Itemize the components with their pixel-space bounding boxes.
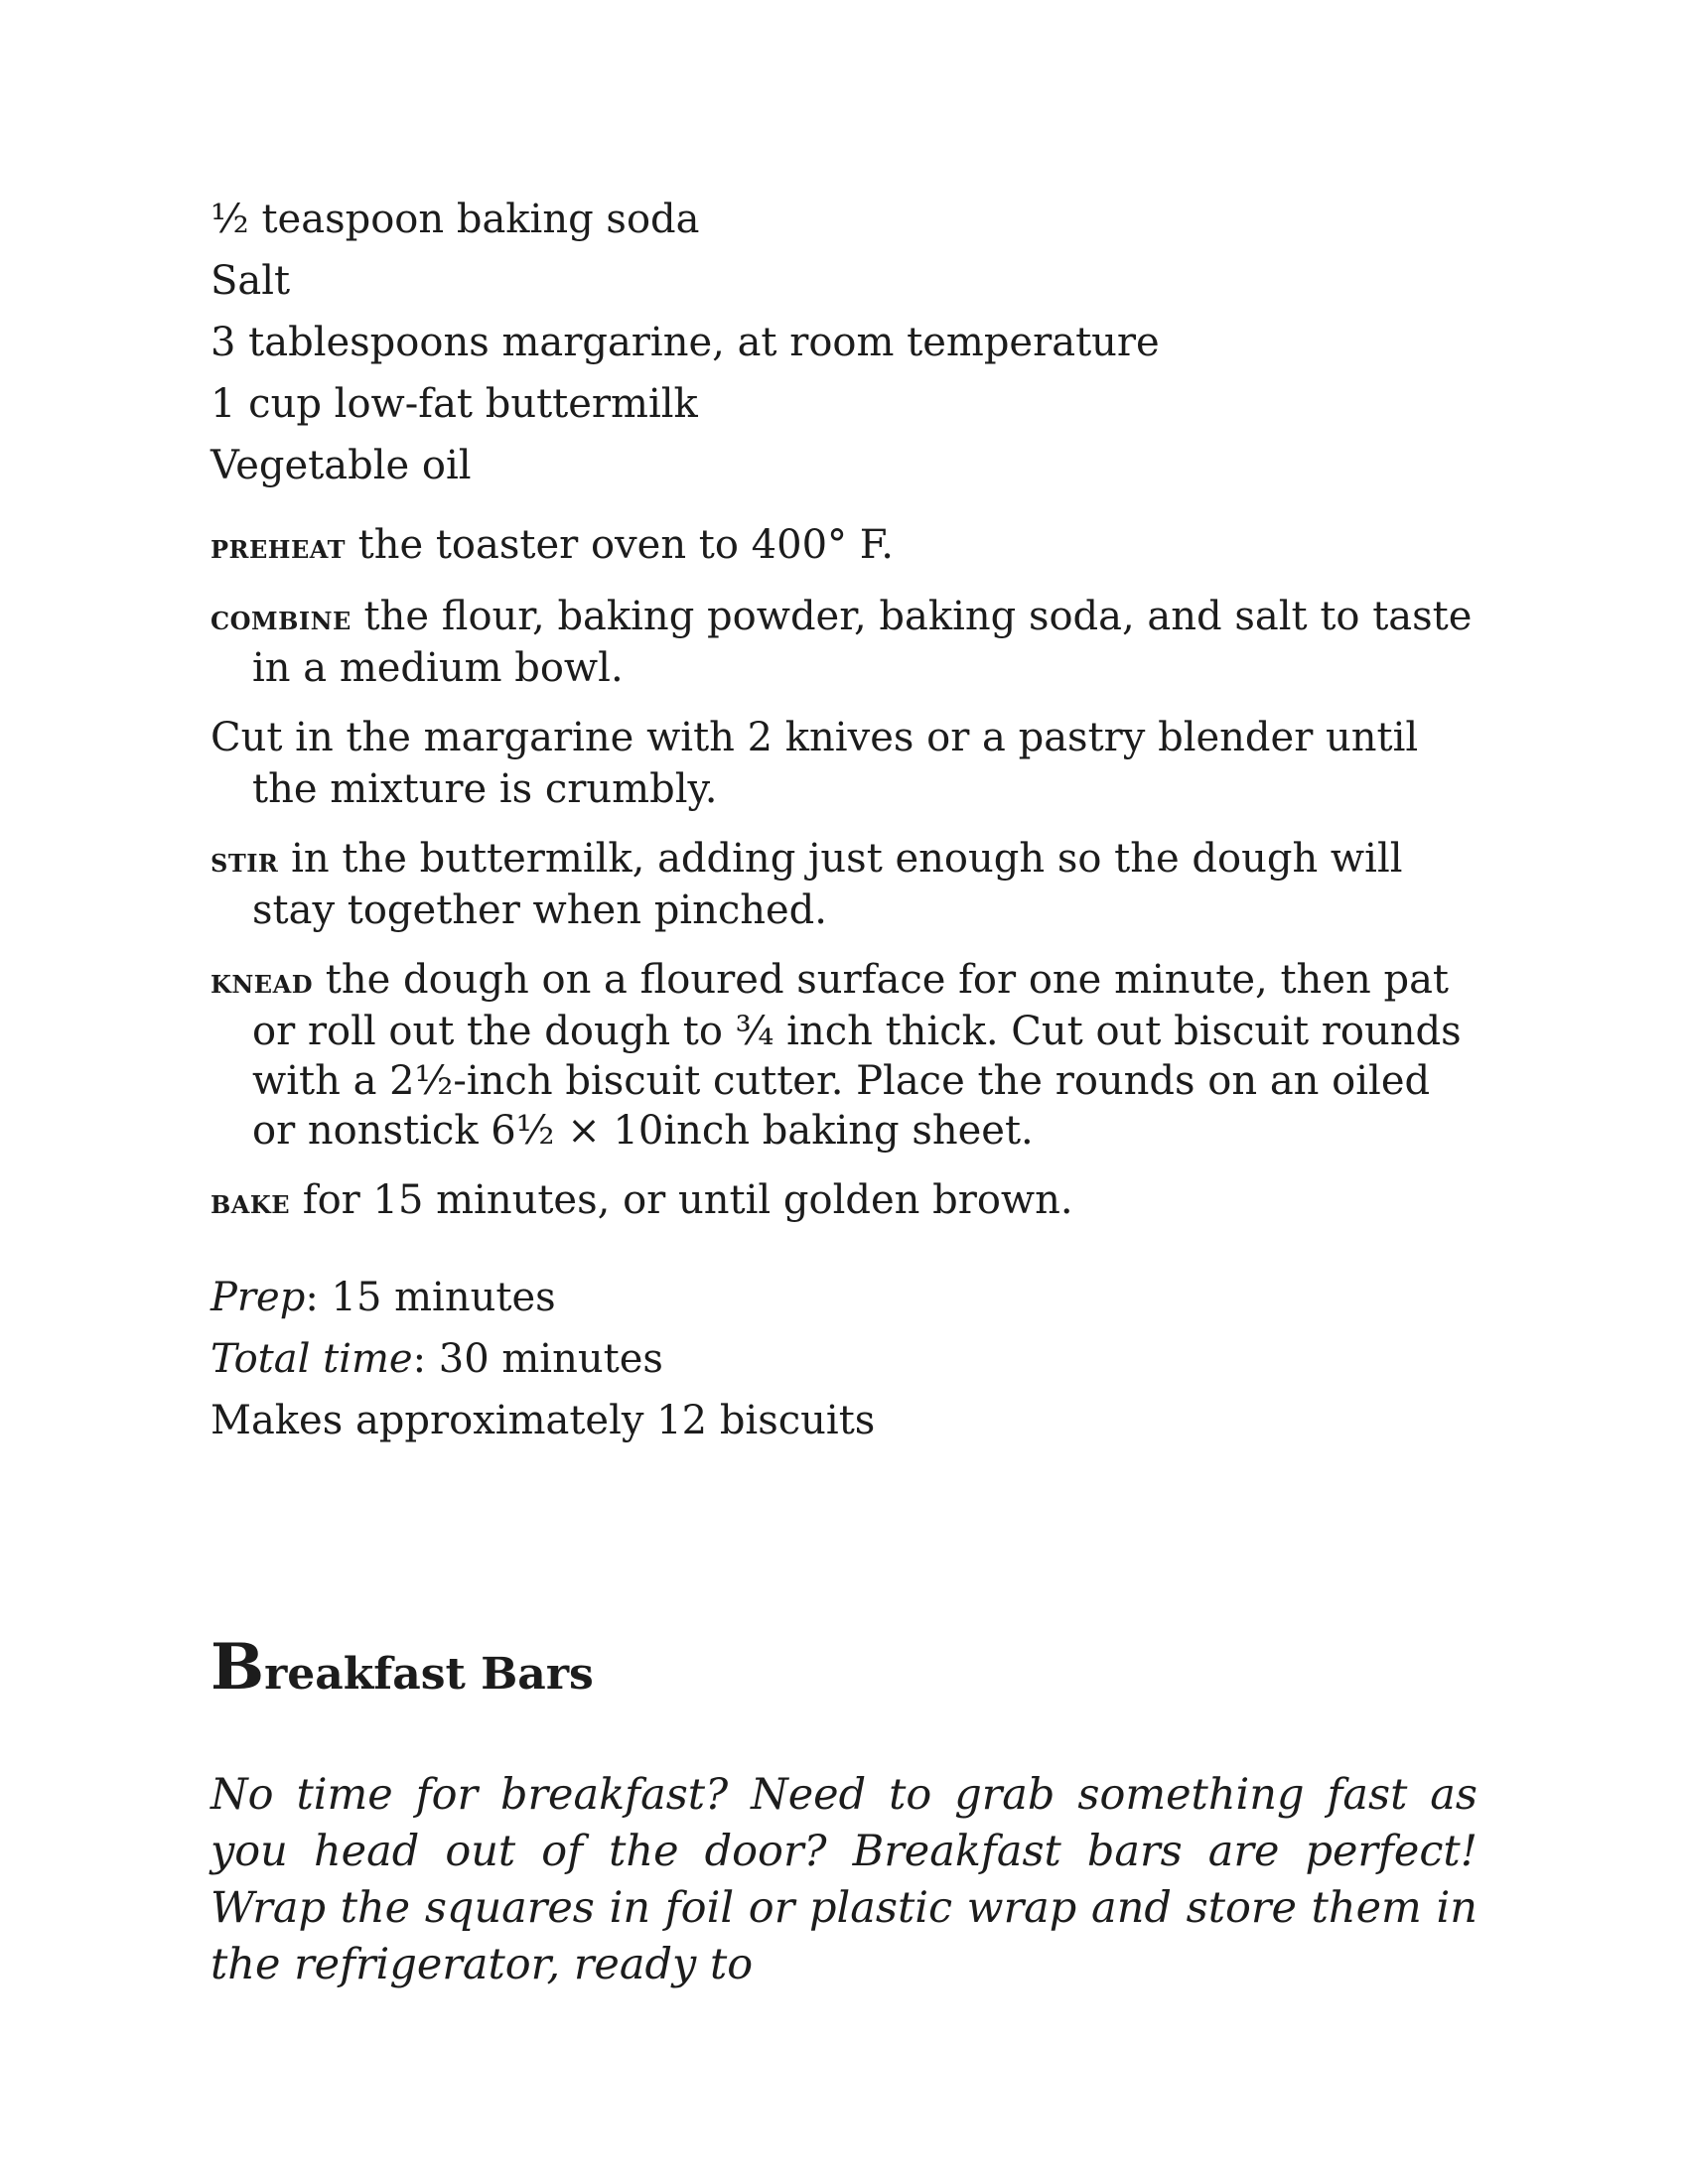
prep-time <box>211 1273 1481 1322</box>
section-title <box>211 1630 594 1709</box>
step-text: in the buttermilk, adding just enough so the dough will stay together when pinched. <box>252 836 1403 933</box>
ingredient-item: ½ teaspoon baking soda <box>211 197 700 242</box>
title-initial: B <box>211 1630 265 1705</box>
ingredient-item: 1 cup low-fat buttermilk <box>211 381 698 427</box>
total-value: : 30 minutes <box>412 1336 663 1382</box>
title-rest: reakfast Bars <box>264 1649 594 1700</box>
instruction-step <box>211 592 1481 693</box>
instruction-step <box>211 955 1481 1156</box>
step-keyword: knead <box>211 962 314 1002</box>
instruction-step <box>211 713 1481 814</box>
ingredient-item: 3 tablespoons margarine, at room temperature <box>211 320 1160 365</box>
ingredient-item: Vegetable oil <box>211 443 472 488</box>
total-label: Total time <box>211 1336 413 1382</box>
step-text: the flour, baking powder, baking soda, and salt to taste in a medium bowl. <box>252 594 1473 691</box>
total-time <box>211 1334 1481 1384</box>
step-text: for 15 minutes, or until golden brown. <box>290 1177 1073 1223</box>
instruction-step <box>211 520 1481 572</box>
step-keyword: combine <box>211 599 352 638</box>
step-keyword: preheat <box>211 527 346 567</box>
step-keyword: stir <box>211 841 279 881</box>
step-text: the toaster oven to 400° F. <box>345 522 894 568</box>
prep-value: : 15 minutes <box>305 1275 556 1320</box>
step-keyword: bake <box>211 1182 291 1222</box>
recipe-yield: Makes approximately 12 biscuits <box>211 1398 876 1443</box>
prep-label: Prep <box>211 1275 306 1320</box>
recipe-page <box>211 195 1481 1457</box>
ingredient-item: Salt <box>211 258 291 304</box>
step-text: Cut in the margarine with 2 knives or a pastry blender until the mixture is crumbly. <box>211 715 1419 812</box>
ingredient-list <box>211 195 1481 490</box>
recipe-meta <box>211 1273 1481 1445</box>
step-text: the dough on a floured surface for one minute, then pat or roll out the dough to ¾ inch thick. Cut out biscuit rounds with a 2½-inch biscuit cutter. Place the rounds on an oiled or nonstick 6½ × 10inch baking sheet. <box>252 957 1462 1154</box>
instruction-step <box>211 834 1481 935</box>
instruction-step <box>211 1175 1481 1227</box>
instruction-list <box>211 520 1481 1227</box>
section-intro: No time for breakfast? Need to grab something fast as you head out of the door? Breakfast bars are perfect! Wrap the squares in foil or plastic wrap and store them in the refrigerator, ready to <box>211 1770 1477 1989</box>
